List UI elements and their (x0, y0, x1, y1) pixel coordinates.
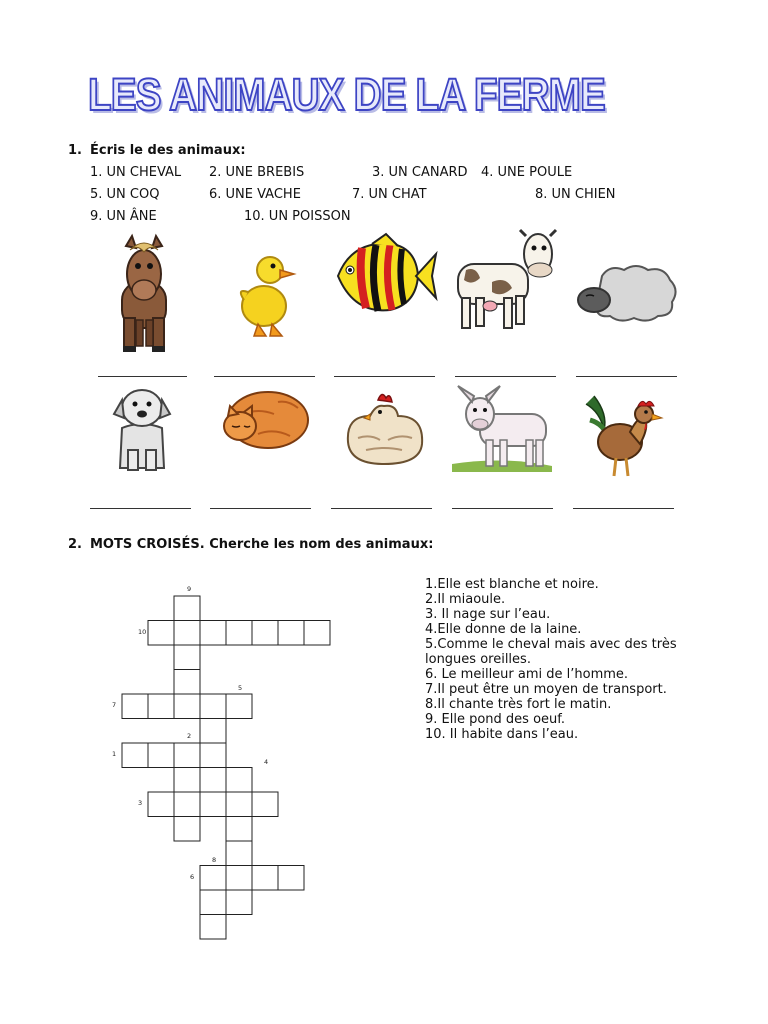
crossword-cell[interactable] (304, 621, 330, 646)
crossword-number: 4 (264, 758, 269, 766)
crossword-cell[interactable] (174, 768, 200, 793)
crossword-cell[interactable] (252, 866, 278, 891)
crossword-number: 8 (212, 856, 217, 864)
crossword-cell[interactable] (174, 645, 200, 670)
crossword-cell[interactable] (278, 866, 304, 891)
vocab-item: 1. UN CHEVAL (90, 165, 182, 180)
crossword-cell[interactable] (148, 743, 174, 768)
crossword-cell[interactable] (200, 768, 226, 793)
crossword-cell[interactable] (200, 866, 226, 891)
vocab-item: 9. UN ÂNE (90, 209, 157, 224)
crossword-cell[interactable] (226, 621, 252, 646)
crossword-cell[interactable] (200, 890, 226, 915)
clue-item: 1.Elle est blanche et noire. (425, 577, 599, 592)
crossword-clues (425, 577, 715, 742)
crossword-cell[interactable] (200, 792, 226, 817)
crossword-number: 6 (190, 873, 195, 881)
vocab-item: 4. UNE POULE (481, 165, 573, 180)
clue-item: 2.Il miaoule. (425, 592, 506, 607)
clue-item: 9. Elle pond des oeuf. (425, 712, 566, 727)
crossword-cell[interactable] (226, 890, 252, 915)
crossword-cell[interactable] (174, 817, 200, 842)
crossword-cell[interactable] (174, 621, 200, 646)
crossword-cell[interactable] (174, 743, 200, 768)
crossword-cell[interactable] (148, 792, 174, 817)
clue-item: 7.Il peut être un moyen de transport. (425, 682, 667, 697)
vocab-item: 6. UNE VACHE (209, 187, 301, 202)
crossword-number: 10 (138, 628, 147, 636)
crossword-cell[interactable] (200, 743, 226, 768)
crossword-cell[interactable] (174, 596, 200, 621)
clue-item: 10. Il habite dans l’eau. (425, 727, 579, 742)
clue-item: 5.Comme le cheval mais avec des très longues oreilles. (425, 637, 677, 667)
crossword-cell[interactable] (200, 621, 226, 646)
crossword-cell[interactable] (174, 670, 200, 695)
crossword-cell[interactable] (226, 694, 252, 719)
vocab-item: 10. UN POISSON (244, 209, 351, 224)
section2-title: MOTS CROISÉS. Cherche les nom des animaux: (90, 537, 434, 552)
crossword-cell[interactable] (148, 694, 174, 719)
page-title: LES ANIMAUX DE LA FERME (88, 69, 606, 120)
crossword-cell[interactable] (122, 694, 148, 719)
crossword-cell[interactable] (226, 841, 252, 866)
crossword-cell[interactable] (226, 817, 252, 842)
crossword-cell[interactable] (122, 743, 148, 768)
crossword-cell[interactable] (252, 792, 278, 817)
crossword-number: 5 (238, 684, 243, 692)
section1-title: Écris le des animaux: (90, 143, 246, 158)
crossword-number: 1 (112, 750, 117, 758)
crossword-number: 3 (138, 799, 143, 807)
vocab-item: 5. UN COQ (90, 187, 160, 202)
clue-item: 6. Le meilleur ami de l’homme. (425, 667, 629, 682)
crossword-number: 2 (187, 732, 192, 740)
crossword-number: 7 (112, 701, 117, 709)
clue-item: 3. Il nage sur l’eau. (425, 607, 551, 622)
clue-item: 4.Elle donne de la laine. (425, 622, 582, 637)
crossword-cell[interactable] (200, 694, 226, 719)
vocab-item: 3. UN CANARD (372, 165, 468, 180)
vocab-item: 7. UN CHAT (352, 187, 427, 202)
crossword-cell[interactable] (200, 915, 226, 940)
section1-number: 1. (68, 143, 82, 158)
crossword-cell[interactable] (226, 792, 252, 817)
crossword-cell[interactable] (252, 621, 278, 646)
crossword-cell[interactable] (148, 621, 174, 646)
crossword-cell[interactable] (278, 621, 304, 646)
section2-number: 2. (68, 537, 82, 552)
clue-item: 8.Il chante très fort le matin. (425, 697, 612, 712)
vocab-item: 8. UN CHIEN (535, 187, 616, 202)
crossword-number: 9 (187, 585, 192, 593)
crossword-cell[interactable] (226, 866, 252, 891)
crossword-cell[interactable] (174, 694, 200, 719)
crossword-cell[interactable] (226, 768, 252, 793)
crossword-cell[interactable] (200, 719, 226, 744)
crossword-cell[interactable] (174, 792, 200, 817)
vocab-item: 2. UNE BREBIS (209, 165, 305, 180)
